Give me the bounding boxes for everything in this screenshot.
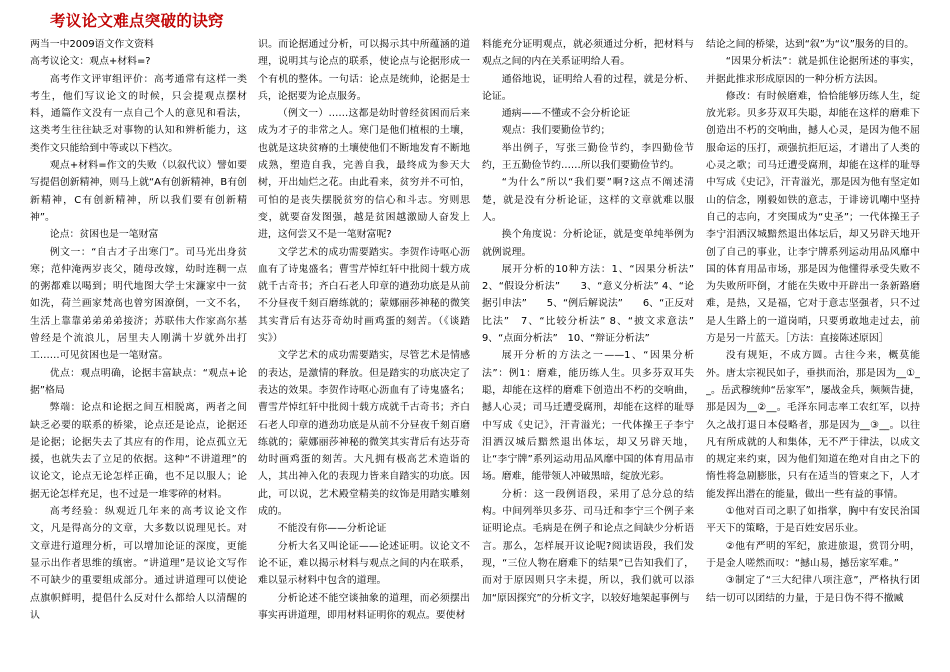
paragraph: 例文一：“自古才子出寒门”。司马光出身贫寒；范仲淹两岁丧父，随母改嫁，幼时连稠一点的粥都难以喝到；明代地图大学士宋濂家中一贫如洗，荷兰画家梵高也曾穷困潦倒，一文不名，生活上靠靠弟弟弟弟接济；苏联伟大作家高尔基曾经是个流浪儿，居里夫人刚满十岁就外出打工……可见贫困也是一笔财富。 — [30, 246, 247, 362]
paragraph: 举出例子，写张三勤俭节约，李四勤俭节约，王五勤俭节约……所以我们要勤俭节约。 — [482, 142, 694, 172]
paragraph: 观点+材料=作文的失败（以叙代议）譬如要写提倡创新精神，则马上就“A有创新精神，B有创新精神，C有创新精神，所以我们要有创新精神”。 — [30, 160, 247, 223]
paragraph: 高考议论文：观点+材料=? — [30, 56, 151, 68]
paragraph: ②他有严明的军纪，旅进旅退，赏罚分明，于是金人嗟然而叹：“撼山易，撼岳家军难。” — [706, 540, 920, 569]
paragraph: 优点：观点明确，论据丰富缺点：“观点+论据”格局 — [30, 367, 247, 396]
document-title: 考议论文难点突破的诀窍 — [50, 12, 224, 30]
paragraph: 识。而论据通过分析，可以揭示其中所蕴涵的道理，说明其与论点的联系，使论点与论据形成一个有机的整体。一句话：论点是统帅，论据是士兵，论据要为论点服务。 — [258, 39, 470, 102]
paragraph: 通病——不懂或不会分析论证 — [501, 108, 631, 120]
paragraph: 分析大名又叫论证——论述证明。议论文不论不证，难以揭示材料与观点之间的内在联系，难以显示材料中包含的道理。 — [258, 540, 470, 587]
column-4 — [706, 36, 920, 672]
paragraph: 论点：贫困也是一笔财富 — [49, 229, 159, 241]
column-3 — [482, 36, 694, 672]
paragraph: “因果分析法”：就是抓住论据所述的事实，并据此推求形成原因的一种分析方法因。 — [706, 56, 920, 85]
paragraph: 分析论述不能空谈抽象的道理，而必须摆出事实再讲道理，即用材料证明你的观点。要使材 — [258, 592, 470, 621]
paragraph: 料能充分证明观点，就必须通过分析，把材料与观点之间的内在关系证明给人看。 — [482, 39, 694, 68]
paragraph: 通俗地说，证明给人看的过程，就是分析、论证。 — [482, 73, 694, 102]
column-2 — [258, 36, 470, 672]
paragraph: 高考作文评审组评价：高考通常有这样一类考生，他们写议论文的时候，只会提观点摆材料，通篇作文没有一点自己个人的意见和看法，这类考生往往缺乏对事物的认知和辨析能力，这类作文只能给到中等或以下档次。 — [30, 73, 247, 154]
paragraph: 没有规矩，不成方圆。古往今来，概莫能外。唐太宗视民如子，垂拱而治，那是因为__①__。岳武穆统帅“岳家军”，屡战金兵，频频告捷，那是因为__②__。毛泽东同志率工农红军，以持久之战打退日本侵略者，那是因为__③__。以往凡有所成就的人和集体，无不严于律法，以成文的规定来约束，因为他们知道在绝对自由之下的惰性将急剧膨胀，只有在适当的管束之下，人才能发挥出潜在的能量，做出一些有益的事情。 — [706, 350, 920, 500]
paragraph: 高考经验：纵观近几年来的高考议论文作文，凡是得高分的文章，大多数以说理见长。对文章进行道理分析，可以增加论证的深度，更能显示出作者思维的缜密。“讲道理”是议论文写作不可缺少的重要组成部分。通过讲道理可以使论点旗帜鲜明，提倡什么反对什么都给人以清醒的认 — [30, 506, 247, 621]
paragraph: “为什么”所以“我们要”啊?这点不阐述清楚，就是没有分析论证，这样的文章就难以服人。 — [482, 177, 694, 223]
column-1 — [30, 36, 247, 672]
paragraph: 修改：有时候磨难，恰恰能够历练人生，绽放光彩。贝多芬双耳失聪，却能在这样的磨难下创造出不朽的交响曲，撼人心灵，是因为他不屈服命运的压打，顽强抗拒厄运，才谱出了人类的心灵之歌；司马迁遭受腐刑，却能在这样的耻辱中写成《史记》，汗青溢光，那是因为他有坚定如山的信念，刚毅如铁的意志，于诽谤讥嘲中坚持自己的志向，才突围成为“史圣”；一代体操王子李宁泪洒汉城黯然退出体坛后，却又另辟天地开创了自己的事业，让李宁牌系列运动用品风靡中国的体育用品市场，那是因为他懂得承受失败不为失败所吓倒，才能在失败中开辟出一条新路磨难，是热，又是福，它对于意志坚强者，只不过是人生路上的一道岗哨，只要勇敢地走过去，前方是另一片蓝天。［方法：直接陈述原因］ — [706, 90, 920, 345]
paragraph: 两当一中2009语文作文资料 — [30, 39, 154, 50]
paragraph: 文学艺术的成功需要踏实。李贺作诗呕心沥血有了诗鬼盛名；曹雪芹悼红轩中批阅十载方成就千古奇书；齐白石老人印章的遒劲功底是从前不分昼夜千刻百磨练就的；蒙娜丽莎神秘的微笑其实背后有达芬奇幼时画鸡蛋的刻苦。（《谈踏实》） — [258, 246, 470, 345]
paragraph: ①他对百司之职了如指掌，胸中有安民治国平天下的策略，于是百姓安居乐业。 — [706, 506, 920, 535]
paragraph: 展开分析的10种方法：1、“因果分析法” 2、“假设分析法” 3、“意义分析法” 4、“论据引申法” 5、“例后解说法” 6、“正反对比法” 7、“比较分析法” 8、“披文求意法” 9、“点面分析法” 10、“辩证分析法” — [482, 263, 694, 345]
paragraph: ③制定了“三大纪律八项注意”，严格执行团结一切可以团结的力量，于是日伪不得不撤臧 — [706, 575, 920, 604]
paragraph: 不能没有你——分析论证 — [277, 523, 387, 535]
paragraph: 结论之间的桥梁，达到“叙”为“议”服务的目的。 — [706, 39, 915, 50]
paragraph: 换个角度说：分析论证，就是变单纯举例为就例说理。 — [482, 229, 694, 258]
paragraph: （例文一）……这都是幼时曾经贫困而后来成为才子的非常之人。寒门是他们植根的土壤，也就是这块贫瘠的土壤使他们不断地发育不断地成熟，塑造自我，完善自我，最终成为参天大树，开出灿烂之花。由此看来，贫穷并不可怕，可怕的是丧失摆脱贫穷的信心和斗志。穷则思变，就要奋发图强，越是贫困越激励人奋发上进，这何尝又不是一笔财富呢? — [258, 108, 470, 241]
paragraph: 观点：我们要勤俭节约； — [501, 125, 611, 137]
paragraph: 文学艺术的成功需要踏实，尽管艺术是情感的表达，是激情的释放。但是踏实的功底决定了表达的效果。李贺作诗呕心沥血有了诗鬼盛名；曹雪芹悼红轩中批阅十载方成就千古奇书；齐白石老人印章的遒劲功底是从前不分昼夜千刻百磨练就的；蒙娜丽莎神秘的微笑其实背后有达芬奇幼时画鸡蛋的刻苦。大凡拥有极高艺术造诣的人，其出神入化的表现力皆来自踏实的功底。因此，可以说，艺术殿堂精美的纹饰是用踏实雕刻成的。 — [258, 350, 470, 518]
paragraph: 分析：这一段例语段，采用了总分总的结构。中间列举贝多芬、司马迁和李宁三个例子来证明论点。毛病是在例子和论点之间缺少分析语言。那么，怎样展开议论呢?阅读语段，我们发现，“三位人物在磨难下的结果”已告知我们了，而对于原因则只字未提，所以，我们就可以添加“原因探究”的分析文字，以较好地架起事例与 — [482, 488, 694, 604]
paragraph: 展开分析的方法之一——1、“因果分析法”：例1：磨难，能历练人生。贝多芬双耳失聪，却能在这样的磨难下创造出不朽的交响曲，撼人心灵；司马迁遭受腐刑，却能在这样的耻辱中写成《史记》，汗青溢光；一代体操王子李宁泪洒汉城后黯然退出体坛，却又另辟天地，让“李宁牌”系列运动用品风靡中国的体育用品市场。磨难，能带领人冲破黑暗，绽放光彩。 — [482, 350, 694, 483]
paragraph: 弊端：论点和论据之间互相脱离，两者之间缺乏必要的联系的桥梁，论点还是论点，论据还是论据；论据失去了其应有的作用，论点孤立无援，也就失去了立足的依据。这种“不讲道理”的议论文，论点无论怎样正确，也不足以服人；论据无论怎样充足，也不过是一堆零碎的材料。 — [30, 402, 247, 500]
